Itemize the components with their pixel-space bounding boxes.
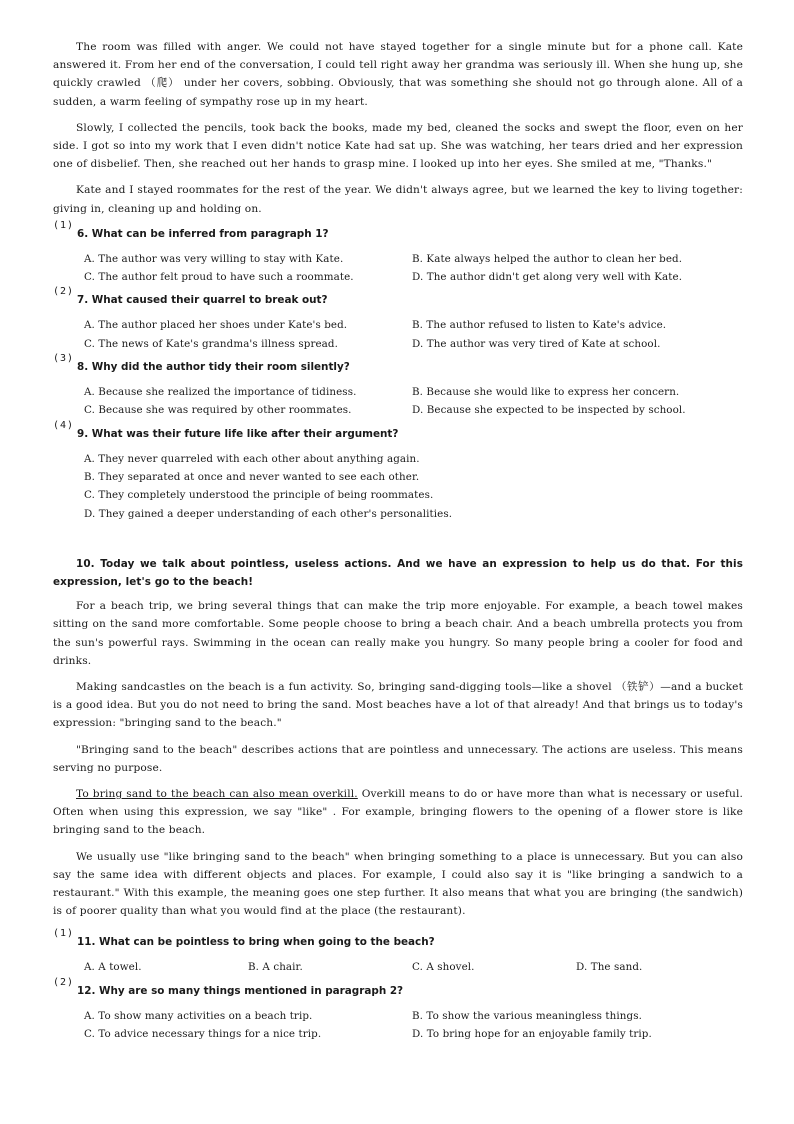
option-a: A. To show many activities on a beach trip. [84,1009,313,1022]
question-text: 7. What caused their quarrel to break out? [77,294,328,307]
option-c: C. To advice necessary things for a nice trip. [84,1028,322,1041]
options-12 [53,1007,743,1044]
question-12 [53,976,743,1000]
question-number: (3) [53,353,75,365]
paragraph-rest: Overkill means to do or have more than what is necessary or useful. Often when using this expression, we say "like" . For example, bringing flowers to the opening of a flower store is like bringing sand to the beach. [53,788,744,837]
options-6 [53,250,743,287]
question-8 [53,353,743,376]
option-d: D. They gained a deeper understanding of each other's personalities. [84,507,453,520]
option-d: D. Because she expected to be inspected by school. [412,404,686,417]
question-11 [53,928,743,951]
question-9 [53,419,743,443]
question-text: 12. Why are so many things mentioned in paragraph 2? [77,984,404,997]
option-d: D. The sand. [576,961,643,974]
passage-intro: 10. Today we talk about pointless, useless actions. And we have an expression to help us do that. For this expression, let's go to the beach! [53,557,743,588]
option-c: C. They completely understood the principle of being roommates. [84,489,434,502]
option-c: C. The news of Kate's grandma's illness spread. [84,337,338,350]
option-c: C. A shovel. [412,961,475,974]
option-b: B. To show the various meaningless things. [412,1009,642,1022]
options-9 [53,450,743,523]
option-c: C. The author felt proud to have such a roommate. [84,271,354,284]
paragraph: Slowly, I collected the pencils, took back the books, made my bed, cleaned the socks and swept the floor, even on her side. I got so into my work that I even didn't notice Kate had sat up. She was watching, her tears dried and her expression one of disbelief. Then, she reached out her hands to grasp mine. I looked up into her eyes. She smiled at me, "Thanks." [53,121,743,171]
option-c: C. Because she was required by other roommates. [84,404,352,417]
option-a: A. They never quarreled with each other about anything again. [84,452,420,465]
options-8 [53,383,743,420]
question-number: (4) [53,419,75,431]
option-d: D. The author didn't get along very well with Kate. [412,271,683,284]
option-b: B. Kate always helped the author to clean her bed. [412,252,683,265]
paragraph: We usually use "like bringing sand to the beach" when bringing something to a place is unnecessary. But you can also say the same idea with different objects and places. For example, I could also say it is "like bringing a sandwich to a restaurant." With this example, the meaning goes one step further. It also means that what you are bringing (the sandwich) is of poorer quality than what you would find at the place (the restaurant). [53,850,743,918]
document-page [53,38,743,1049]
question-number: (1) [53,928,75,940]
paragraph: "Bringing sand to the beach" describes actions that are pointless and unnecessary. The actions are useless. This means serving no purpose. [53,743,743,774]
paragraph [53,785,743,840]
option-b: B. They separated at once and never wanted to see each other. [84,470,420,483]
question-number: (2) [53,286,75,298]
paragraph: Kate and I stayed roommates for the rest of the year. We didn't always agree, but we learned the key to living together: giving in, cleaning up and holding on. [53,184,743,215]
options-7 [53,316,743,353]
option-b: B. The author refused to listen to Kate's advice. [412,319,667,332]
question-text: 11. What can be pointless to bring when going to the beach? [77,936,435,949]
question-7 [53,286,743,309]
option-b: B. Because she would like to express her concern. [412,386,680,399]
paragraph: Making sandcastles on the beach is a fun activity. So, bringing sand-digging tools—like a shovel （铁铲）—and a bucket is a good idea. But you do not need to bring the sand. Most beaches have a lot of that already! And that brings us to today's expression: "bringing sand to the beach." [53,681,743,730]
question-text: 6. What can be inferred from paragraph 1? [77,227,329,240]
option-d: D. To bring hope for an enjoyable family trip. [412,1028,652,1041]
underlined-sentence: To bring sand to the beach can also mean overkill. [76,788,358,801]
question-number: (2) [53,976,75,988]
option-a: A. A towel. [84,961,142,974]
option-a: A. The author was very willing to stay with Kate. [84,252,344,265]
paragraph: The room was filled with anger. We could not have stayed together for a single minute but for a phone call. Kate answered it. From her end of the conversation, I could tell right away her grandma was seriously ill. When she hung up, she quickly crawled （爬） under her covers, sobbing. Obviously, that was something she should not go through alone. All of a sudden, a warm feeling of sympathy rose up in my heart. [53,41,743,108]
option-d: D. The author was very tired of Kate at school. [412,337,661,350]
paragraph: For a beach trip, we bring several things that can make the trip more enjoyable. For example, a beach towel makes sitting on the sand more comfortable. Some people choose to bring a beach chair. And a beach umbrella protects you from the sun's powerful rays. Swimming in the ocean can really make you hungry. So many people bring a cooler for food and drinks. [53,600,743,667]
question-text: 9. What was their future life like after their argument? [77,427,399,440]
question-text: 8. Why did the author tidy their room silently? [77,361,350,374]
option-b: B. A chair. [248,961,303,974]
options-11 [53,958,743,976]
question-number: (1) [53,219,75,231]
option-a: A. Because she realized the importance of tidiness. [84,386,357,399]
question-6 [53,219,743,243]
option-a: A. The author placed her shoes under Kate's bed. [84,319,348,332]
